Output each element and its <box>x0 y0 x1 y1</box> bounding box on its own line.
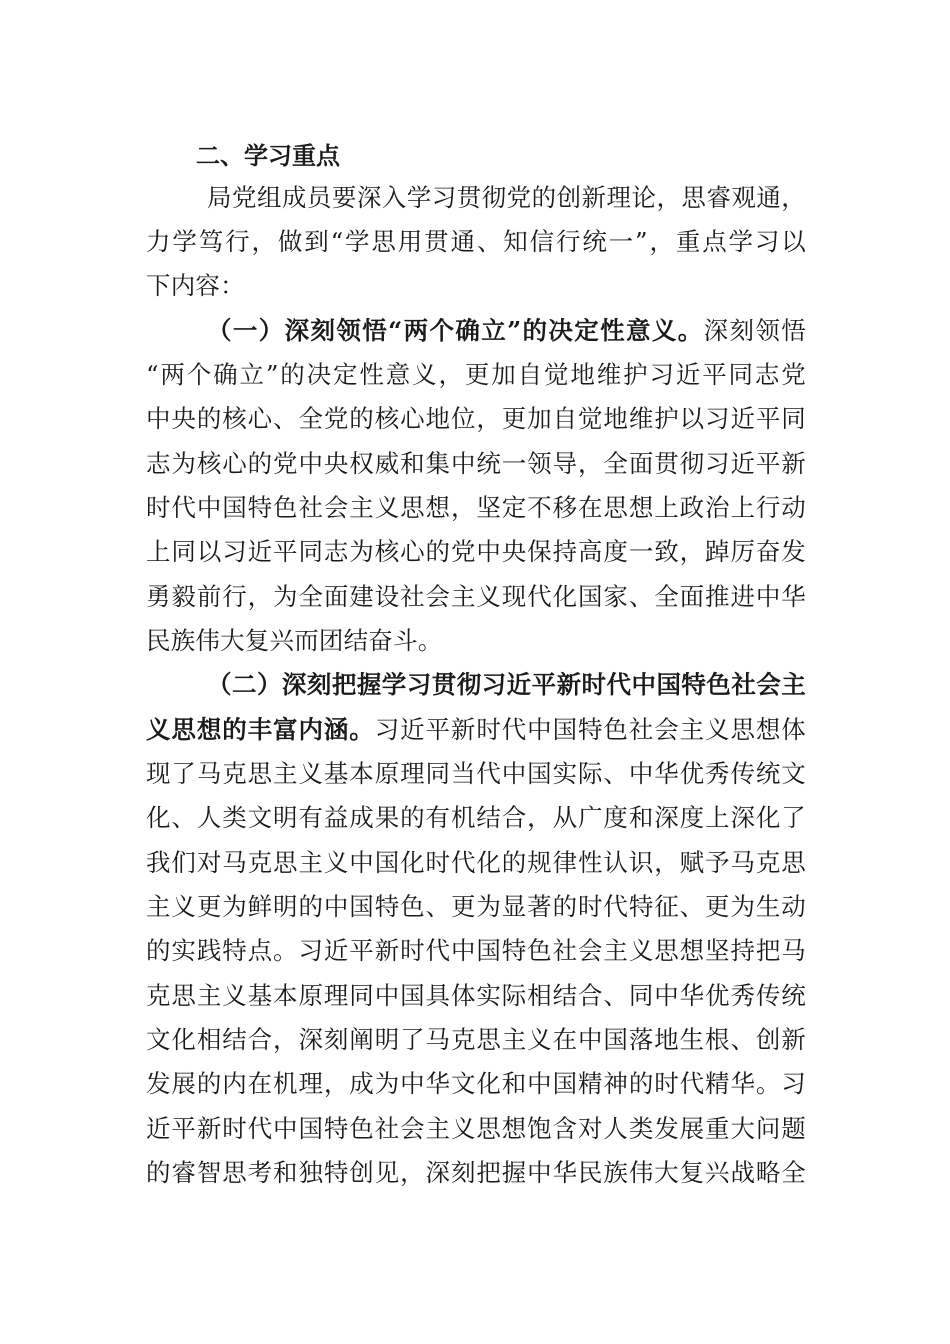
item1-line-7: 勇毅前行，为全面建设社会主义现代化国家、全面推进中华 <box>146 582 806 611</box>
item2-line-4: 化、人类文明有益成果的有机结合，从广度和深度上深化了 <box>146 803 806 832</box>
item2-line-3: 现了马克思主义基本原理同当代中国实际、中华优秀传统文 <box>146 759 806 788</box>
section-heading: 二、学习重点 <box>196 141 340 170</box>
item2-line-11: 近平新时代中国特色社会主义思想饱含对人类发展重大问题 <box>146 1114 806 1143</box>
item2-line-8: 克思主义基本原理同中国具体实际相结合、同中华优秀传统 <box>146 981 806 1010</box>
item2-line-9: 文化相结合，深刻阐明了马克思主义在中国落地生根、创新 <box>146 1025 806 1054</box>
item2-line-6: 主义更为鲜明的中国特色、更为显著的时代特征、更为生动 <box>146 892 806 921</box>
intro-line-1: 局党组成员要深入学习贯彻党的创新理论，思睿观通， <box>207 183 806 212</box>
item2-line2-rest: 习近平新时代中国特色社会主义思想体 <box>374 715 806 744</box>
item2-title-line-2: 义思想的丰富内涵。 <box>146 715 375 744</box>
item1-line-6: 上同以习近平同志为核心的党中央保持高度一致，踔厉奋发 <box>146 537 806 566</box>
item2-line-5: 我们对马克思主义中国化时代化的规律性认识，赋予马克思 <box>146 848 806 877</box>
item1-line-5: 时代中国特色社会主义思想，坚定不移在思想上政治上行动 <box>146 493 806 522</box>
item2-line-7: 的实践特点。习近平新时代中国特色社会主义思想坚持把马 <box>146 936 806 965</box>
intro-line-3: 下内容： <box>146 271 245 300</box>
item1-line-3: 中央的核心、全党的核心地位，更加自觉地维护以习近平同 <box>146 404 806 433</box>
item2-title-line-1: （二）深刻把握学习贯彻习近平新时代中国特色社会主 <box>207 670 806 699</box>
item1-line-1 <box>207 311 806 351</box>
item2-line-2 <box>146 710 806 750</box>
item2-line-10: 发展的内在机理，成为中华文化和中国精神的时代精华。习 <box>146 1069 806 1098</box>
item1-title: （一）深刻领悟“两个确立”的决定性意义。 <box>207 316 704 345</box>
item1-line-4: 志为核心的党中央权威和集中统一领导，全面贯彻习近平新 <box>146 449 806 478</box>
item1-line-2: “两个确立”的决定性意义，更加自觉地维护习近平同志党 <box>146 360 806 389</box>
intro-line-2: 力学笃行，做到“学思用贯通、知信行统一”，重点学习以 <box>146 227 806 256</box>
item1-line1-rest: 深刻领悟 <box>703 316 806 345</box>
item1-line-8: 民族伟大复兴而团结奋斗。 <box>146 626 443 655</box>
item2-line-12: 的睿智思考和独特创见，深刻把握中华民族伟大复兴战略全 <box>146 1158 806 1187</box>
